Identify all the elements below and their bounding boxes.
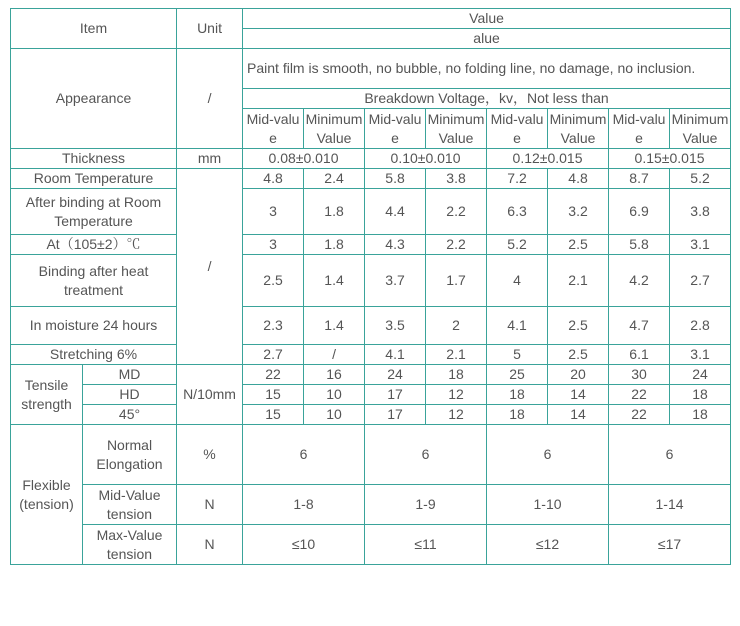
tensile-direction: MD: [83, 365, 177, 385]
table-cell: 3.1: [670, 345, 731, 365]
table-cell: 12: [426, 405, 487, 425]
table-cell: 2.5: [548, 235, 609, 255]
table-cell: 5.2: [670, 169, 731, 189]
table-cell: 3: [243, 189, 304, 235]
table-cell: 12: [426, 385, 487, 405]
row-label: At（105±2）℃: [11, 235, 177, 255]
row-label: Stretching 6%: [11, 345, 177, 365]
col-mid-value: Mid-value: [487, 109, 548, 149]
table-cell: 24: [365, 365, 426, 385]
table-cell: 16: [304, 365, 365, 385]
table-cell: 1.4: [304, 307, 365, 345]
table-cell: 7.2: [487, 169, 548, 189]
table-cell: 6.1: [609, 345, 670, 365]
flexible-sub-label: Mid-Value tension: [83, 485, 177, 525]
table-cell: 22: [609, 385, 670, 405]
table-cell: 6: [243, 425, 365, 485]
table-cell: 2.5: [243, 255, 304, 307]
table-cell: 4.8: [548, 169, 609, 189]
flexible-unit: N: [177, 485, 243, 525]
table-cell: 4.2: [609, 255, 670, 307]
table-cell: 17: [365, 385, 426, 405]
voltage-unit: /: [177, 169, 243, 365]
table-cell: 6: [487, 425, 609, 485]
table-cell: 6: [609, 425, 731, 485]
table-cell: 4.1: [487, 307, 548, 345]
table-cell: 2.3: [243, 307, 304, 345]
table-cell: 6: [365, 425, 487, 485]
row-label: After binding at Room Temperature: [11, 189, 177, 235]
table-cell: 1-14: [609, 485, 731, 525]
table-cell: 3.7: [365, 255, 426, 307]
table-cell: 2.8: [670, 307, 731, 345]
table-cell: ≤17: [609, 525, 731, 565]
tensile-label: Tensile strength: [11, 365, 83, 425]
header-item: Item: [11, 9, 177, 49]
flexible-sub-label: Max-Value tension: [83, 525, 177, 565]
header-unit: Unit: [177, 9, 243, 49]
table-cell: 5.8: [609, 235, 670, 255]
table-cell: 3.1: [670, 235, 731, 255]
thickness-label: Thickness: [11, 149, 177, 169]
table-cell: ≤10: [243, 525, 365, 565]
table-cell: ≤12: [487, 525, 609, 565]
col-minimum-value: Minimum Value: [426, 109, 487, 149]
table-cell: 2: [426, 307, 487, 345]
row-label: In moisture 24 hours: [11, 307, 177, 345]
appearance-unit: /: [177, 49, 243, 149]
table-cell: 5: [487, 345, 548, 365]
table-cell: 3: [243, 235, 304, 255]
col-mid-value: Mid-value: [609, 109, 670, 149]
thickness-value: 0.12±0.015: [487, 149, 609, 169]
table-cell: 15: [243, 385, 304, 405]
thickness-value: 0.08±0.010: [243, 149, 365, 169]
appearance-description: Paint film is smooth, no bubble, no folding line, no damage, no inclusion.: [243, 49, 731, 89]
table-cell: 3.5: [365, 307, 426, 345]
thickness-value: 0.15±0.015: [609, 149, 731, 169]
breakdown-voltage-title: Breakdown Voltage，kv，Not less than: [243, 89, 731, 109]
table-cell: 1.7: [426, 255, 487, 307]
table-cell: 14: [548, 385, 609, 405]
table-cell: 1-10: [487, 485, 609, 525]
table-cell: ≤11: [365, 525, 487, 565]
tensile-direction: HD: [83, 385, 177, 405]
appearance-label: Appearance: [11, 49, 177, 149]
table-cell: 1-8: [243, 485, 365, 525]
table-cell: 5.2: [487, 235, 548, 255]
table-cell: /: [304, 345, 365, 365]
table-cell: 15: [243, 405, 304, 425]
table-cell: 18: [670, 405, 731, 425]
table-cell: 4: [487, 255, 548, 307]
table-cell: 24: [670, 365, 731, 385]
table-cell: 2.1: [426, 345, 487, 365]
table-cell: 4.7: [609, 307, 670, 345]
table-cell: 25: [487, 365, 548, 385]
table-cell: 5.8: [365, 169, 426, 189]
table-cell: 10: [304, 405, 365, 425]
table-cell: 2.1: [548, 255, 609, 307]
col-minimum-value: Minimum Value: [670, 109, 731, 149]
flexible-sub-label: Normal Elongation: [83, 425, 177, 485]
col-mid-value: Mid-value: [243, 109, 304, 149]
col-minimum-value: Minimum Value: [304, 109, 365, 149]
flexible-unit: %: [177, 425, 243, 485]
table-cell: 3.2: [548, 189, 609, 235]
table-cell: 30: [609, 365, 670, 385]
table-cell: 22: [243, 365, 304, 385]
table-cell: 6.9: [609, 189, 670, 235]
table-cell: 4.3: [365, 235, 426, 255]
table-cell: 2.5: [548, 345, 609, 365]
spec-table: [10, 8, 731, 565]
tensile-direction: 45°: [83, 405, 177, 425]
table-cell: 1-9: [365, 485, 487, 525]
table-cell: 3.8: [670, 189, 731, 235]
thickness-value: 0.10±0.010: [365, 149, 487, 169]
table-cell: 18: [426, 365, 487, 385]
table-cell: 8.7: [609, 169, 670, 189]
flexible-label: Flexible (tension): [11, 425, 83, 565]
flexible-unit: N: [177, 525, 243, 565]
table-cell: 18: [487, 385, 548, 405]
table-cell: 2.5: [548, 307, 609, 345]
table-cell: 6.3: [487, 189, 548, 235]
col-minimum-value: Minimum Value: [548, 109, 609, 149]
table-cell: 4.8: [243, 169, 304, 189]
tensile-unit: N/10mm: [177, 365, 243, 425]
table-cell: 10: [304, 385, 365, 405]
table-cell: 4.1: [365, 345, 426, 365]
table-cell: 1.8: [304, 235, 365, 255]
table-cell: 20: [548, 365, 609, 385]
table-cell: 3.8: [426, 169, 487, 189]
table-cell: 2.7: [243, 345, 304, 365]
col-mid-value: Mid-value: [365, 109, 426, 149]
table-cell: 2.7: [670, 255, 731, 307]
table-cell: 1.4: [304, 255, 365, 307]
thickness-unit: mm: [177, 149, 243, 169]
header-value-sub: alue: [243, 29, 731, 49]
table-cell: 2.2: [426, 235, 487, 255]
table-cell: 17: [365, 405, 426, 425]
table-cell: 22: [609, 405, 670, 425]
table-cell: 14: [548, 405, 609, 425]
row-label: Binding after heat treatment: [11, 255, 177, 307]
header-value: Value: [243, 9, 731, 29]
table-cell: 2.4: [304, 169, 365, 189]
table-cell: 18: [487, 405, 548, 425]
table-cell: 1.8: [304, 189, 365, 235]
table-cell: 18: [670, 385, 731, 405]
table-cell: 2.2: [426, 189, 487, 235]
row-label: Room Temperature: [11, 169, 177, 189]
table-cell: 4.4: [365, 189, 426, 235]
